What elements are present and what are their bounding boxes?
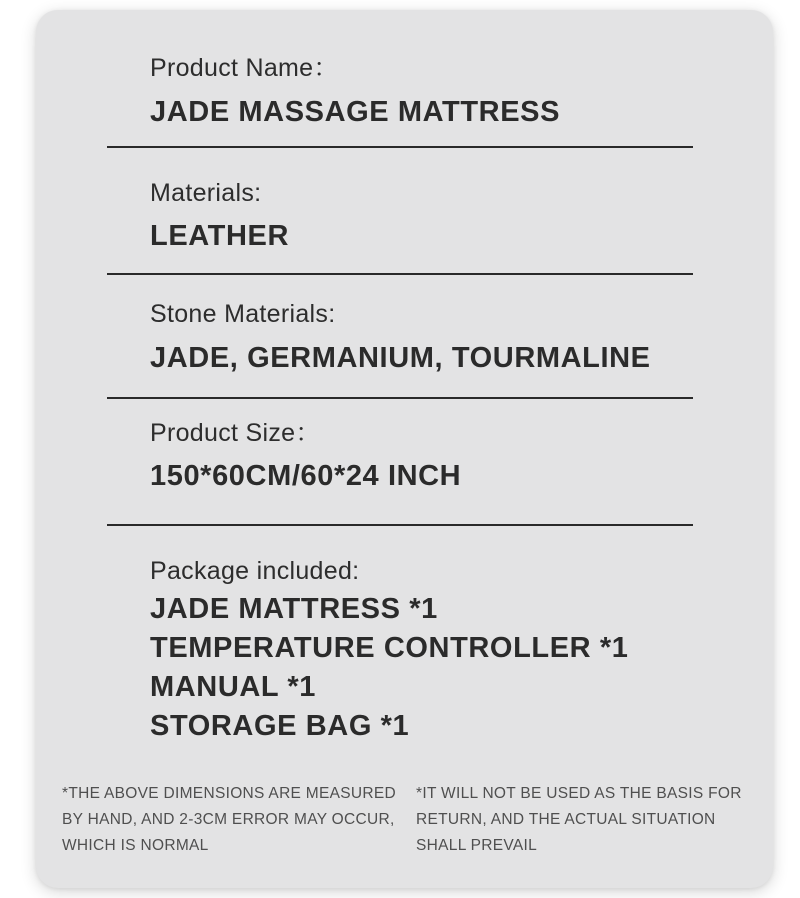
product-name-label: Product Name： bbox=[150, 54, 339, 82]
materials-value: LEATHER bbox=[150, 220, 289, 252]
footnote-line: BY HAND, AND 2-3CM ERROR MAY OCCUR, bbox=[62, 811, 395, 828]
footnote-line: WHICH IS NORMAL bbox=[62, 837, 209, 854]
footnote-line: *IT WILL NOT BE USED AS THE BASIS FOR bbox=[416, 785, 742, 802]
product-name-value: JADE MASSAGE MATTRESS bbox=[150, 96, 561, 128]
product-size-label: Product Size： bbox=[150, 419, 321, 447]
footnote-line: SHALL PREVAIL bbox=[416, 837, 538, 854]
package-items-list bbox=[150, 590, 628, 746]
section-divider bbox=[107, 146, 693, 148]
section-divider bbox=[107, 524, 693, 526]
footnote-line: *THE ABOVE DIMENSIONS ARE MEASURED bbox=[62, 785, 397, 802]
product-spec-card bbox=[36, 10, 773, 888]
footnote-right bbox=[416, 781, 746, 859]
package-item: JADE MATTRESS *1 bbox=[150, 593, 438, 625]
section-divider bbox=[107, 273, 693, 275]
materials-label: Materials: bbox=[150, 179, 262, 207]
package-item: MANUAL *1 bbox=[150, 671, 316, 703]
stone-materials-value: JADE, GERMANIUM, TOURMALINE bbox=[150, 342, 651, 374]
stone-materials-label: Stone Materials: bbox=[150, 300, 336, 328]
package-item: TEMPERATURE CONTROLLER *1 bbox=[150, 632, 629, 664]
footnote-left bbox=[62, 781, 407, 859]
footnote-line: RETURN, AND THE ACTUAL SITUATION bbox=[416, 811, 716, 828]
product-size-value: 150*60CM/60*24 INCH bbox=[150, 460, 462, 492]
section-divider bbox=[107, 397, 693, 399]
package-included-label: Package included: bbox=[150, 557, 360, 585]
package-item: STORAGE BAG *1 bbox=[150, 710, 410, 742]
